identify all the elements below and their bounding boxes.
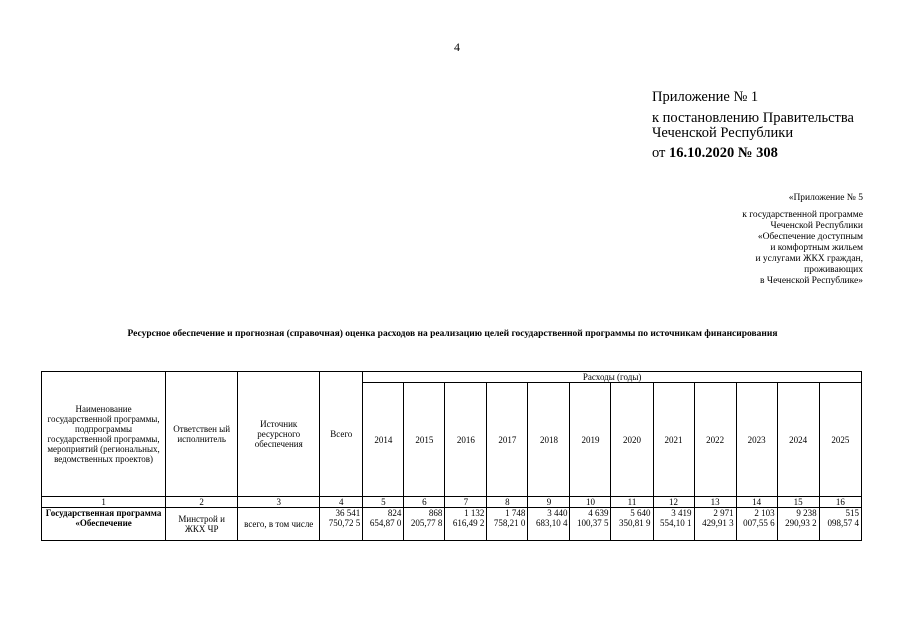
header-row-top: [42, 372, 862, 383]
executor-cell: Минстрой и ЖКХ ЧР: [166, 508, 238, 541]
column-number-row: [42, 497, 862, 508]
year-value-cell: 515 098,57 4: [819, 508, 861, 541]
year-header: 2025: [819, 383, 861, 497]
funding-table: [41, 371, 862, 541]
appendix-5-line: и услугами ЖКХ граждан,: [755, 254, 863, 264]
header-executor: Ответствен ый исполнитель: [166, 372, 238, 497]
year-value-cell: 2 971 429,91 3: [694, 508, 736, 541]
year-value-cell: 868 205,77 8: [404, 508, 445, 541]
column-number: 1: [42, 497, 166, 508]
header-expenses: Расходы (годы): [363, 372, 862, 383]
column-number: 4: [320, 497, 363, 508]
column-number: 5: [363, 497, 404, 508]
year-value-cell: 5 640 350,81 9: [611, 508, 653, 541]
year-value-cell: 1 132 616,49 2: [445, 508, 487, 541]
column-number: 15: [777, 497, 819, 508]
appendix-1-line2: к постановлению Правительства: [652, 110, 854, 126]
header-source: Источник ресурсного обеспечения: [238, 372, 320, 497]
header-name: Наименование государственной программы, подпрограммы государственной программы, мероприятий (региональных, ведомственных проектов): [42, 372, 166, 497]
year-header: 2014: [363, 383, 404, 497]
appendix-5-line: и комфортным жильем: [770, 243, 863, 253]
appendix-5-line: к государственной программе: [742, 210, 863, 220]
appendix-5-line: в Чеченской Республике»: [760, 276, 863, 286]
program-name-cell: Государственная программа «Обеспечение: [42, 508, 166, 541]
year-value-cell: 824 654,87 0: [363, 508, 404, 541]
year-value-cell: 1 748 758,21 0: [487, 508, 528, 541]
year-value-cell: 4 639 100,37 5: [570, 508, 611, 541]
year-value-cell: 3 419 554,10 1: [653, 508, 694, 541]
year-header: 2020: [611, 383, 653, 497]
appendix-5-line: проживающих: [804, 265, 863, 275]
header-total: Всего: [320, 372, 363, 497]
source-cell: всего, в том числе: [238, 508, 320, 541]
year-header: 2017: [487, 383, 528, 497]
page-number: 4: [454, 40, 460, 54]
column-number: 9: [528, 497, 570, 508]
column-number: 14: [736, 497, 777, 508]
year-header: 2021: [653, 383, 694, 497]
column-number: 2: [166, 497, 238, 508]
year-header: 2023: [736, 383, 777, 497]
column-number: 10: [570, 497, 611, 508]
total-cell: 36 541 750,72 5: [320, 508, 363, 541]
year-header: 2019: [570, 383, 611, 497]
decree-prefix: от: [652, 145, 666, 161]
year-header: 2024: [777, 383, 819, 497]
column-number: 12: [653, 497, 694, 508]
appendix-1-block: [652, 90, 854, 161]
table-row: [42, 508, 862, 541]
year-header: 2018: [528, 383, 570, 497]
year-header: 2015: [404, 383, 445, 497]
year-value-cell: 3 440 683,10 4: [528, 508, 570, 541]
column-number: 13: [694, 497, 736, 508]
decree-date-number: 16.10.2020 № 308: [669, 145, 778, 161]
column-number: 16: [819, 497, 861, 508]
decree-line: [652, 146, 854, 161]
year-header: 2016: [445, 383, 487, 497]
appendix-5-line: Чеченской Республики: [770, 221, 863, 231]
appendix-1-title: Приложение № 1: [652, 89, 759, 105]
column-number: 8: [487, 497, 528, 508]
appendix-1-line3: Чеченской Республики: [652, 125, 794, 141]
appendix-5-block: [742, 193, 863, 287]
column-number: 6: [404, 497, 445, 508]
year-value-cell: 9 238 290,93 2: [777, 508, 819, 541]
appendix-5-line: «Обеспечение доступным: [757, 232, 863, 242]
year-header: 2022: [694, 383, 736, 497]
year-value-cell: 2 103 007,55 6: [736, 508, 777, 541]
column-number: 11: [611, 497, 653, 508]
column-number: 3: [238, 497, 320, 508]
column-number: 7: [445, 497, 487, 508]
table-title: Ресурсное обеспечение и прогнозная (справочная) оценка расходов на реализацию целей государственной программы по источникам финансирования: [127, 329, 778, 339]
appendix-5-line: «Приложение № 5: [788, 193, 863, 203]
